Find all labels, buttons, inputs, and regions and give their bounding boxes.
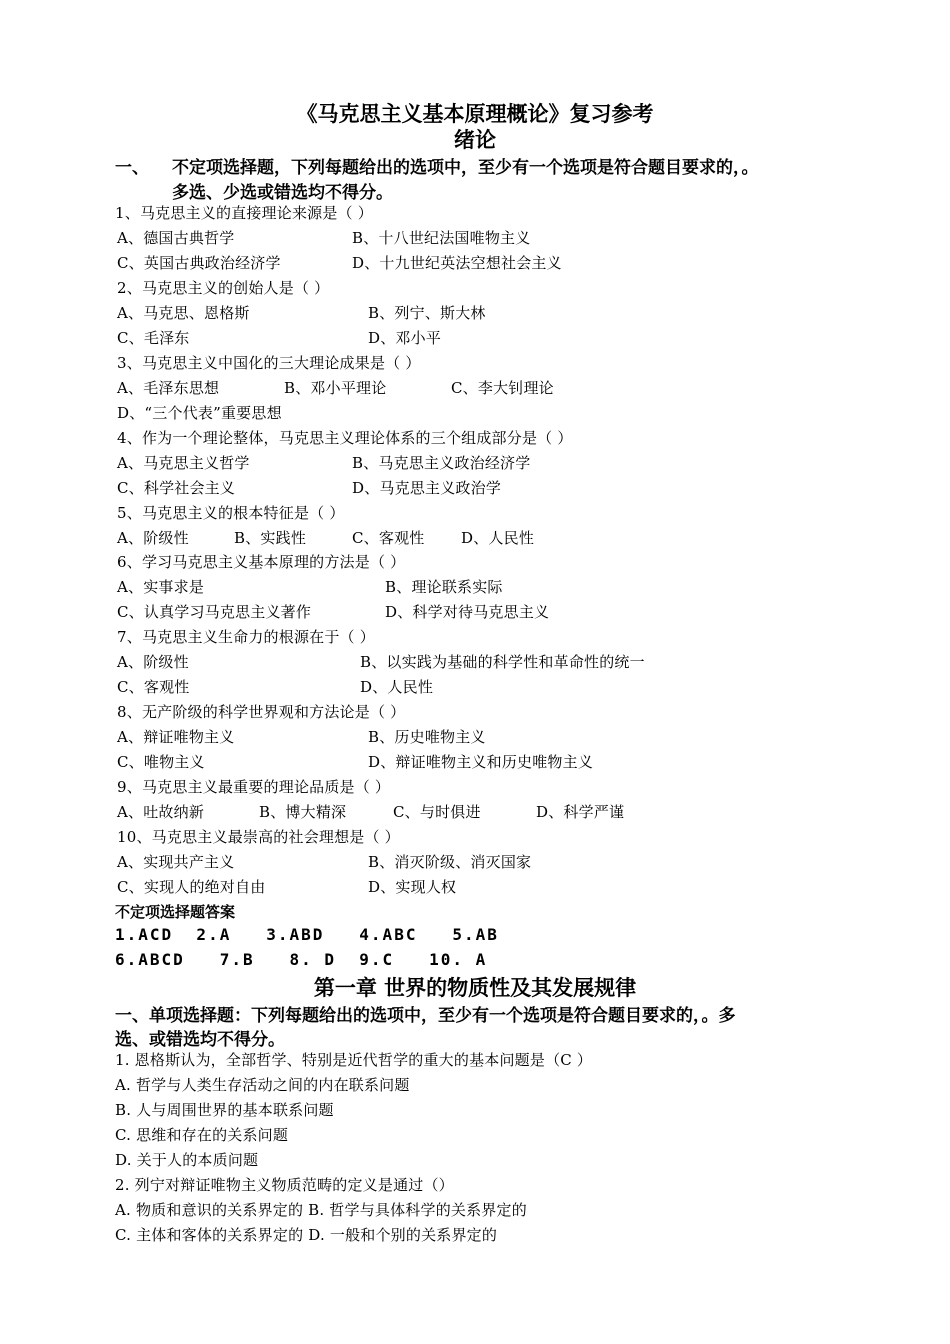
q7-option-d: D、人民性: [360, 678, 434, 696]
ch1-question-1: 1. 恩格斯认为，全部哲学、特别是近代哲学的重大的基本问题是（C ）: [115, 1051, 593, 1069]
q2-option-b: B、列宁、斯大林: [368, 304, 486, 322]
question-7: 7、马克思主义生命力的根源在于（ ）: [117, 628, 375, 646]
ch1-q1-option-b: B. 人与周围世界的基本联系问题: [115, 1101, 334, 1119]
intro-heading: 绪论: [454, 128, 496, 152]
question-3: 3、马克思主义中国化的三大理论成果是（ ）: [117, 354, 421, 372]
q8-option-d: D、辩证唯物主义和历史唯物主义: [368, 753, 594, 771]
ch1-section-instruction-line1: 一、单项选择题：下列每题给出的选项中，至少有一个选项是符合题目要求的，。多: [115, 1006, 736, 1026]
q7-option-a: A、阶级性: [117, 653, 189, 671]
question-5: 5、马克思主义的根本特征是（ ）: [117, 504, 345, 522]
question-1: 1、马克思主义的直接理论来源是（ ）: [115, 204, 373, 222]
answers-line-1: 1.ACD 2.A 3.ABD 4.ABC 5.AB: [115, 925, 499, 944]
q7-option-b: B、以实践为基础的科学性和革命性的统一: [360, 653, 645, 671]
q6-option-c: C、认真学习马克思主义著作: [117, 603, 312, 621]
answers-heading: 不定项选择题答案: [115, 903, 236, 921]
ch1-q2-options-cd: C. 主体和客体的关系界定的 D. 一般和个别的关系界定的: [115, 1226, 498, 1244]
q1-option-d: D、十九世纪英法空想社会主义: [352, 254, 562, 272]
ch1-q2-options-ab: A. 物质和意识的关系界定的 B. 哲学与具体科学的关系界定的: [115, 1201, 527, 1219]
q9-option-c: C、与时俱进: [393, 803, 481, 821]
q8-option-a: A、辩证唯物主义: [117, 728, 235, 746]
q1-option-b: B、十八世纪法国唯物主义: [352, 229, 531, 247]
q4-option-b: B、马克思主义政治经济学: [352, 454, 531, 472]
q2-option-c: C、毛泽东: [117, 329, 190, 347]
section1-number: 一、: [115, 158, 149, 178]
question-10: 10、马克思主义最崇高的社会理想是（ ）: [117, 828, 400, 846]
q5-option-b: B、实践性: [234, 529, 307, 547]
section1-instruction-line2: 多选、少选或错选均不得分。: [172, 183, 393, 203]
ch1-q1-option-a: A. 哲学与人类生存活动之间的内在联系问题: [115, 1076, 410, 1094]
q9-option-b: B、博大精深: [259, 803, 347, 821]
q10-option-a: A、实现共产主义: [117, 853, 235, 871]
question-2: 2、马克思主义的创始人是（ ）: [117, 279, 330, 297]
q7-option-c: C、客观性: [117, 678, 190, 696]
q9-option-d: D、科学严谨: [536, 803, 625, 821]
chapter1-title: 第一章 世界的物质性及其发展规律: [313, 976, 637, 1000]
q5-option-a: A、阶级性: [117, 529, 189, 547]
q3-option-b: B、邓小平理论: [284, 379, 387, 397]
q1-option-c: C、英国古典政治经济学: [117, 254, 281, 272]
ch1-q1-option-d: D. 关于人的本质问题: [115, 1151, 259, 1169]
q2-option-d: D、邓小平: [368, 329, 442, 347]
q4-option-c: C、科学社会主义: [117, 479, 236, 497]
ch1-q1-option-c: C. 思维和存在的关系问题: [115, 1126, 289, 1144]
q3-option-d: D、“三个代表”重要思想: [117, 404, 282, 422]
answers-line-2: 6.ABCD 7.B 8. D 9.C 10. A: [115, 950, 488, 969]
q8-option-c: C、唯物主义: [117, 753, 205, 771]
ch1-section-instruction-line2: 选、或错选均不得分。: [115, 1030, 285, 1050]
q4-option-a: A、马克思主义哲学: [117, 454, 250, 472]
section1-instruction-line1: 不定项选择题，下列每题给出的选项中，至少有一个选项是符合题目要求的，。: [172, 158, 759, 178]
q5-option-c: C、客观性: [352, 529, 425, 547]
question-8: 8、无产阶级的科学世界观和方法论是（ ）: [117, 703, 406, 721]
q8-option-b: B、历史唯物主义: [368, 728, 486, 746]
q2-option-a: A、马克思、恩格斯: [117, 304, 250, 322]
q3-option-c: C、李大钊理论: [451, 379, 554, 397]
q10-option-d: D、实现人权: [368, 878, 457, 896]
q4-option-d: D、马克思主义政治学: [352, 479, 502, 497]
doc-title: 《马克思主义基本原理概论》复习参考: [296, 102, 654, 126]
q6-option-a: A、实事求是: [117, 578, 205, 596]
q10-option-c: C、实现人的绝对自由: [117, 878, 266, 896]
q1-option-a: A、德国古典哲学: [117, 229, 235, 247]
q6-option-d: D、科学对待马克思主义: [385, 603, 550, 621]
q3-option-a: A、毛泽东思想: [117, 379, 220, 397]
question-9: 9、马克思主义最重要的理论品质是（ ）: [117, 778, 391, 796]
q9-option-a: A、吐故纳新: [117, 803, 205, 821]
q10-option-b: B、消灭阶级、消灭国家: [368, 853, 532, 871]
question-6: 6、学习马克思主义基本原理的方法是（ ）: [117, 553, 406, 571]
q6-option-b: B、理论联系实际: [385, 578, 503, 596]
question-4: 4、作为一个理论整体，马克思主义理论体系的三个组成部分是（ ）: [117, 429, 573, 447]
ch1-question-2: 2. 列宁对辩证唯物主义物质范畴的定义是通过（）: [115, 1176, 454, 1194]
q5-option-d: D、人民性: [461, 529, 535, 547]
